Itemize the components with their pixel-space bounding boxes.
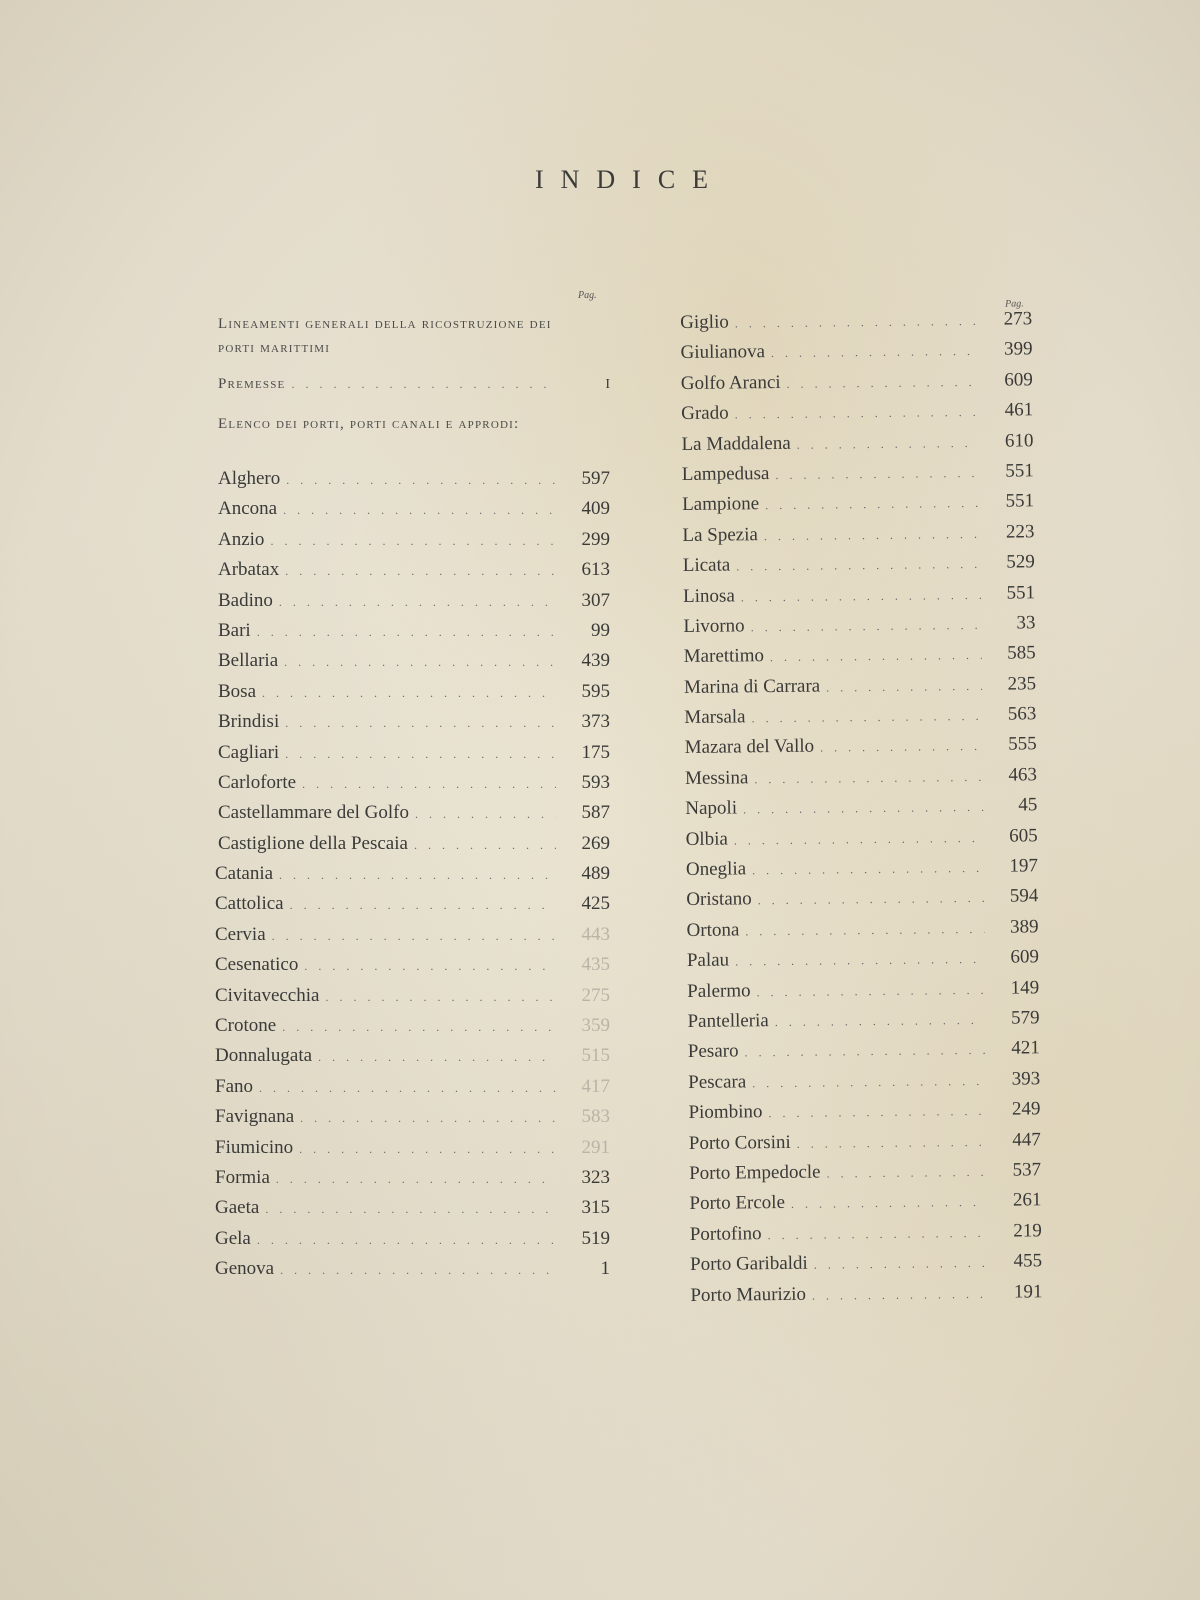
page-column-label: Pag. <box>578 290 597 301</box>
index-column-right <box>680 296 1100 1306</box>
index-entry <box>218 468 610 498</box>
port-list-right <box>680 308 1042 1315</box>
entry-page-number: 555 <box>1008 733 1037 756</box>
index-entry <box>689 1159 1041 1193</box>
index-entry <box>684 703 1036 737</box>
dot-leader <box>826 1165 987 1182</box>
dot-leader <box>768 1104 986 1121</box>
entry-page-number: 249 <box>1011 1098 1041 1120</box>
entry-page-number: 149 <box>1010 976 1040 999</box>
entry-page-number: 175 <box>581 741 610 763</box>
dot-leader <box>259 1081 556 1096</box>
index-entry <box>682 491 1034 525</box>
dot-leader <box>262 686 556 701</box>
index-entry <box>215 1075 610 1106</box>
dot-leader <box>814 1256 988 1273</box>
index-entry <box>687 946 1039 980</box>
dot-leader <box>751 618 982 635</box>
entry-page-number: 359 <box>581 1015 610 1037</box>
index-entry <box>215 1015 610 1045</box>
entry-page-number: 519 <box>581 1227 610 1249</box>
index-entry <box>688 1098 1040 1132</box>
index-entry <box>689 1129 1041 1163</box>
dot-leader <box>752 861 984 878</box>
dot-leader <box>754 770 983 787</box>
entry-name: Castiglione della Pescaia <box>218 832 408 854</box>
dot-leader <box>286 473 556 488</box>
index-entry <box>215 923 610 954</box>
entry-page-number: 307 <box>581 589 610 611</box>
entry-page-number: 461 <box>1004 399 1034 421</box>
dot-leader <box>812 1286 989 1303</box>
index-entry <box>682 521 1034 555</box>
entry-name: Livorno <box>683 615 745 637</box>
dot-leader <box>743 800 983 818</box>
index-entry <box>218 742 610 772</box>
entry-page-number: 595 <box>581 680 610 702</box>
dot-leader <box>735 405 980 423</box>
entry-page-number: 594 <box>1009 885 1039 908</box>
entry-page-number: 529 <box>1006 551 1035 573</box>
entry-name: Donnalugata <box>215 1045 313 1067</box>
entry-name: Fiumicino <box>215 1136 294 1158</box>
entry-name: Porto Corsini <box>688 1131 791 1154</box>
index-entry <box>218 711 610 741</box>
entry-name: Giglio <box>680 311 729 333</box>
dot-leader <box>745 922 984 940</box>
index-entry <box>218 498 610 528</box>
index-entry <box>215 954 610 984</box>
dot-leader <box>771 344 979 361</box>
entry-name: Giulianova <box>680 341 766 364</box>
dot-leader <box>279 595 556 610</box>
dot-leader <box>744 1043 985 1061</box>
entry-name: Formia <box>215 1166 270 1188</box>
index-entry <box>218 681 610 711</box>
entry-name: Genova <box>215 1258 275 1280</box>
entry-name: Porto Maurizio <box>690 1283 807 1306</box>
index-entry <box>690 1220 1042 1254</box>
dot-leader <box>282 1020 556 1035</box>
section-elenco: Elenco dei porti, porti canali e approdi: <box>218 416 520 432</box>
dot-leader <box>299 1142 556 1157</box>
entry-name: Cagliari <box>218 741 280 763</box>
index-entry <box>218 802 610 832</box>
entry-name: Porto Ercole <box>689 1192 786 1215</box>
entry-page-number: 515 <box>581 1045 610 1067</box>
entry-page-number: 583 <box>581 1106 610 1128</box>
entry-page-number: 417 <box>581 1075 610 1097</box>
premesse-label: Premesse <box>218 376 286 392</box>
dot-leader <box>775 1013 986 1030</box>
entry-page-number: 455 <box>1013 1250 1043 1272</box>
entry-name: Marsala <box>684 706 746 729</box>
dot-leader <box>300 1111 556 1126</box>
entry-name: Carloforte <box>218 771 297 793</box>
entry-name: Licata <box>682 554 731 577</box>
index-entry <box>680 308 1032 342</box>
entry-name: Oneglia <box>685 858 747 880</box>
entry-name: La Spezia <box>682 523 759 546</box>
dot-leader <box>257 1233 556 1248</box>
index-entry <box>686 825 1038 859</box>
entry-name: Grado <box>681 402 729 425</box>
index-entry <box>683 582 1035 616</box>
index-entry <box>687 977 1039 1011</box>
entry-name: Arbatax <box>218 559 280 581</box>
dot-leader <box>325 990 556 1005</box>
index-entry <box>690 1250 1042 1284</box>
page-title: INDICE <box>534 165 726 194</box>
entry-page-number: 447 <box>1012 1128 1041 1151</box>
index-entry <box>215 1227 610 1258</box>
entry-page-number: 275 <box>581 984 610 1006</box>
dot-leader <box>768 1226 988 1243</box>
index-entry <box>681 430 1033 464</box>
entry-page-number: 609 <box>1004 369 1033 391</box>
entry-page-number: 373 <box>581 711 610 733</box>
entry-page-number: 489 <box>581 863 610 885</box>
premesse-page: I <box>605 377 610 392</box>
dot-leader <box>752 709 983 726</box>
dot-leader <box>272 929 556 944</box>
dot-leader <box>304 959 556 974</box>
entry-page-number: 389 <box>1009 916 1039 938</box>
dot-leader <box>770 648 982 665</box>
entry-page-number: 315 <box>581 1197 610 1219</box>
dot-leader <box>302 777 556 792</box>
entry-name: Napoli <box>685 797 738 820</box>
section-premesse <box>218 372 610 402</box>
entry-name: Cervia <box>215 923 266 945</box>
entry-name: Catania <box>215 863 274 885</box>
entry-name: Marina di Carrara <box>683 675 821 698</box>
index-entry <box>215 1197 610 1227</box>
index-entry <box>218 590 610 620</box>
entry-name: Badino <box>218 589 273 611</box>
entry-page-number: 1 <box>600 1258 610 1280</box>
entry-name: Palermo <box>687 979 751 1002</box>
index-entry <box>215 1106 610 1136</box>
index-entry <box>685 764 1037 798</box>
index-entry <box>215 984 610 1015</box>
index-entry <box>688 1038 1040 1072</box>
dot-leader <box>797 1134 987 1151</box>
entry-name: Bosa <box>218 680 256 702</box>
entry-name: Bellaria <box>218 650 279 672</box>
entry-page-number: 563 <box>1007 703 1037 725</box>
index-entry <box>681 399 1033 433</box>
index-entry <box>682 460 1034 494</box>
dot-leader <box>735 952 985 970</box>
entry-page-number: 223 <box>1005 521 1035 543</box>
index-entry <box>683 551 1035 585</box>
entry-page-number: 273 <box>1003 308 1033 330</box>
entry-name: Lampione <box>682 493 760 516</box>
entry-name: Cesenatico <box>215 954 299 976</box>
dot-leader <box>285 716 556 731</box>
dot-leader <box>826 679 982 696</box>
entry-page-number: 409 <box>581 498 610 520</box>
index-entry <box>684 673 1036 707</box>
page-column-label-right: Pag. <box>1005 298 1024 310</box>
entry-page-number: 443 <box>581 923 610 945</box>
entry-name: Gela <box>215 1227 251 1249</box>
entry-page-number: 45 <box>1018 794 1038 816</box>
entry-page-number: 463 <box>1008 764 1038 786</box>
entry-name: Ancona <box>218 498 278 520</box>
index-entry <box>686 886 1038 920</box>
index-entry <box>684 643 1036 677</box>
entry-name: Favignana <box>215 1106 295 1128</box>
index-entry <box>215 1166 610 1197</box>
entry-page-number: 435 <box>581 954 610 976</box>
index-entry <box>215 893 610 923</box>
entry-name: Pescara <box>688 1071 747 1093</box>
index-entry <box>215 1045 610 1075</box>
dot-leader <box>757 982 986 999</box>
entry-page-number: 219 <box>1013 1219 1042 1242</box>
dot-leader <box>279 868 556 883</box>
entry-page-number: 33 <box>1016 612 1036 634</box>
dot-leader <box>283 503 556 518</box>
index-entry <box>215 863 610 893</box>
index-entry <box>688 1068 1040 1102</box>
entry-page-number: 579 <box>1010 1007 1040 1029</box>
dot-leader <box>752 1074 986 1091</box>
entry-page-number: 613 <box>581 559 610 581</box>
entry-name: Oristano <box>686 888 752 911</box>
index-entry <box>686 916 1038 950</box>
entry-page-number: 425 <box>581 893 610 915</box>
index-entry <box>685 795 1037 829</box>
entry-name: Linosa <box>682 584 735 607</box>
dot-leader <box>764 527 981 544</box>
entry-name: Piombino <box>688 1101 763 1124</box>
index-entry <box>218 772 610 802</box>
entry-name: La Maddalena <box>681 432 791 455</box>
dot-leader <box>734 830 984 848</box>
dot-leader <box>318 1050 556 1065</box>
entry-page-number: 197 <box>1009 855 1039 877</box>
entry-page-number: 597 <box>581 468 610 489</box>
entry-page-number: 399 <box>1003 338 1033 360</box>
entry-name: Ortona <box>686 919 740 941</box>
entry-name: Golfo Aranci <box>680 371 781 394</box>
entry-name: Mazara del Vallo <box>684 736 815 759</box>
entry-name: Castellammare del Golfo <box>218 802 409 824</box>
dot-leader <box>291 377 556 392</box>
dot-leader <box>775 466 980 483</box>
index-entry <box>218 529 610 559</box>
dot-leader <box>736 557 981 575</box>
dot-leader <box>285 564 556 579</box>
entry-page-number: 393 <box>1011 1068 1041 1090</box>
dot-leader <box>285 747 556 762</box>
index-entry <box>218 833 610 863</box>
dot-leader <box>276 1172 556 1187</box>
entry-page-number: 235 <box>1007 672 1037 695</box>
entry-name: Anzio <box>218 528 265 550</box>
entry-page-number: 291 <box>581 1136 610 1158</box>
entry-page-number: 593 <box>581 771 610 793</box>
dot-leader <box>797 435 980 452</box>
entry-name: Civitavecchia <box>215 984 320 1006</box>
dot-leader <box>270 534 556 549</box>
index-entry <box>215 1258 610 1288</box>
index-entry <box>681 369 1033 403</box>
entry-page-number: 537 <box>1012 1159 1042 1181</box>
entry-name: Bari <box>218 619 251 641</box>
index-entry <box>218 559 610 589</box>
entry-page-number: 299 <box>581 528 610 550</box>
entry-page-number: 323 <box>581 1166 610 1188</box>
entry-page-number: 610 <box>1004 429 1034 452</box>
entry-name: Pesaro <box>687 1040 739 1063</box>
port-list-left <box>215 468 610 1289</box>
dot-leader <box>765 496 980 513</box>
dot-leader <box>280 1263 556 1278</box>
entry-page-number: 551 <box>1005 460 1034 482</box>
dot-leader <box>787 375 979 392</box>
entry-name: Brindisi <box>218 711 280 733</box>
index-entry <box>689 1190 1041 1224</box>
dot-leader <box>284 655 556 670</box>
dot-leader <box>735 314 979 332</box>
dot-leader <box>741 587 981 605</box>
entry-name: Lampedusa <box>681 463 770 485</box>
entry-page-number: 551 <box>1006 581 1036 604</box>
dot-leader <box>415 807 556 822</box>
index-entry <box>218 650 610 680</box>
entry-page-number: 585 <box>1007 642 1036 664</box>
entry-page-number: 191 <box>1013 1280 1043 1303</box>
entry-page-number: 421 <box>1011 1037 1040 1059</box>
section-lineamenti: Lineamenti generali della ricostruzione dei porti marittimi <box>218 316 552 356</box>
entry-name: Alghero <box>218 468 281 489</box>
entry-page-number: 99 <box>591 619 610 641</box>
dot-leader <box>820 739 983 756</box>
entry-name: Palau <box>686 949 730 972</box>
entry-page-number: 269 <box>581 832 610 854</box>
entry-name: Porto Garibaldi <box>689 1252 808 1276</box>
dot-leader <box>290 898 556 913</box>
entry-page-number: 439 <box>581 650 610 672</box>
entry-name: Crotone <box>215 1015 277 1037</box>
entry-name: Gaeta <box>215 1197 260 1219</box>
index-entry <box>215 1136 610 1167</box>
index-entry <box>687 1007 1039 1041</box>
index-entry <box>683 612 1035 646</box>
entry-name: Olbia <box>685 828 728 850</box>
entry-name: Pantelleria <box>687 1010 769 1032</box>
entry-name: Cattolica <box>215 893 284 915</box>
entry-page-number: 551 <box>1005 490 1035 512</box>
index-entry <box>685 734 1037 768</box>
entry-page-number: 261 <box>1012 1189 1042 1211</box>
index-entry <box>218 620 610 650</box>
entry-page-number: 605 <box>1009 824 1038 847</box>
entry-name: Fano <box>215 1075 253 1097</box>
index-entry <box>680 339 1032 373</box>
entry-page-number: 609 <box>1010 946 1040 968</box>
dot-leader <box>414 838 556 853</box>
dot-leader <box>758 891 985 908</box>
entry-name: Marettimo <box>683 645 765 668</box>
index-entry <box>686 855 1038 889</box>
entry-name: Messina <box>684 767 749 789</box>
entry-name: Porto Empedocle <box>689 1161 821 1184</box>
dot-leader <box>257 625 556 640</box>
entry-name: Portofino <box>689 1222 762 1245</box>
dot-leader <box>265 1202 556 1217</box>
dot-leader <box>791 1195 988 1212</box>
entry-page-number: 587 <box>581 802 610 824</box>
index-entry <box>690 1281 1042 1315</box>
